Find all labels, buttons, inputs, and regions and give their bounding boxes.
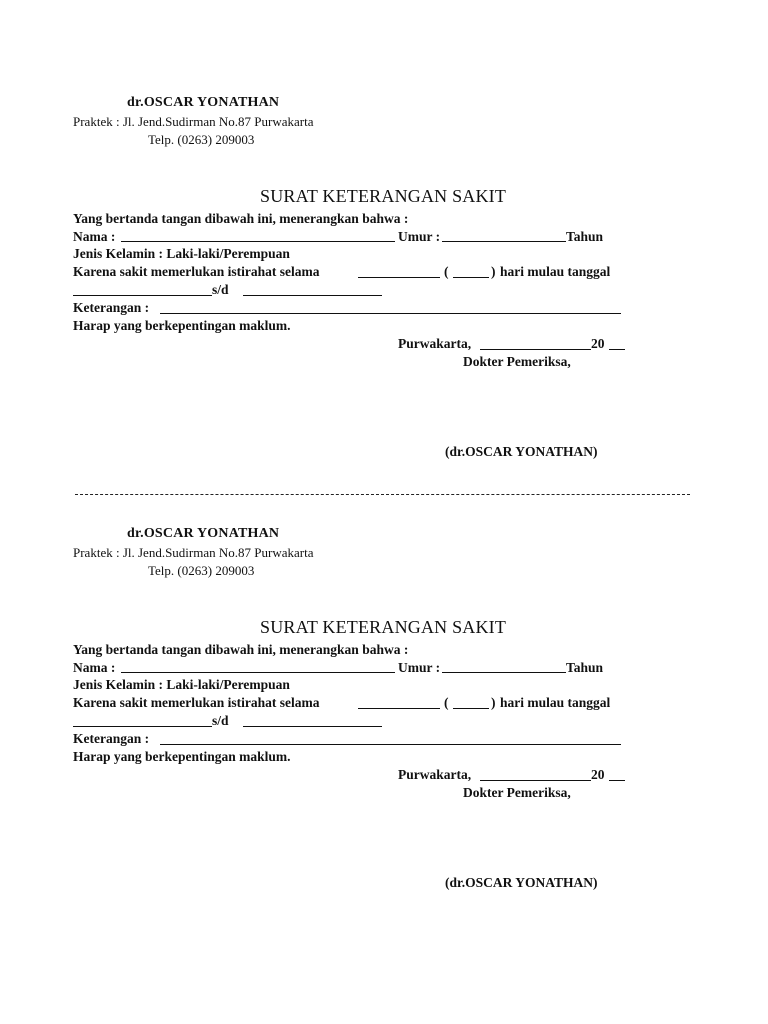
- nama-label: Nama :: [73, 660, 116, 675]
- keterangan-label: Keterangan :: [73, 731, 150, 746]
- days-count-line[interactable]: [453, 277, 489, 278]
- document-title: SURAT KETERANGAN SAKIT: [260, 617, 507, 637]
- doctor-name: dr.OSCAR YONATHAN: [127, 95, 280, 110]
- umur-field-line[interactable]: [442, 672, 566, 673]
- days-count-line[interactable]: [453, 708, 489, 709]
- tahun-label: Tahun: [566, 229, 604, 244]
- umur-label: Umur :: [398, 229, 441, 244]
- start-date-line[interactable]: [73, 295, 212, 296]
- doctor-name: dr.OSCAR YONATHAN: [127, 526, 280, 541]
- umur-label: Umur :: [398, 660, 441, 675]
- gender-line: Jenis Kelamin : Laki-laki/Perempuan: [73, 677, 290, 692]
- rest-duration-line[interactable]: [358, 277, 440, 278]
- nama-label: Nama :: [73, 229, 116, 244]
- cut-line-separator: [75, 494, 690, 495]
- start-date-line[interactable]: [73, 726, 212, 727]
- gender-line: Jenis Kelamin : Laki-laki/Perempuan: [73, 246, 290, 261]
- keterangan-field-line[interactable]: [160, 313, 621, 314]
- phone-number: Telp. (0263) 209003: [148, 563, 255, 578]
- intro-text: Yang bertanda tangan dibawah ini, menerangkan bahwa :: [73, 211, 409, 226]
- year-suffix-line[interactable]: [609, 780, 625, 781]
- paren-open: (: [444, 695, 449, 710]
- signature-name: (dr.OSCAR YONATHAN): [445, 875, 598, 890]
- city-label: Purwakarta,: [398, 767, 472, 782]
- end-date-line[interactable]: [243, 726, 382, 727]
- document-title: SURAT KETERANGAN SAKIT: [260, 186, 507, 206]
- date-field-line[interactable]: [480, 349, 591, 350]
- keterangan-label: Keterangan :: [73, 300, 150, 315]
- rest-label: Karena sakit memerlukan istirahat selama: [73, 264, 320, 279]
- practice-address: Praktek : Jl. Jend.Sudirman No.87 Purwakarta: [73, 545, 314, 560]
- sd-label: s/d: [212, 713, 229, 728]
- paren-close: ): [491, 695, 496, 710]
- date-field-line[interactable]: [480, 780, 591, 781]
- city-label: Purwakarta,: [398, 336, 472, 351]
- paren-close: ): [491, 264, 496, 279]
- phone-number: Telp. (0263) 209003: [148, 132, 255, 147]
- signature-name: (dr.OSCAR YONATHAN): [445, 444, 598, 459]
- practice-address: Praktek : Jl. Jend.Sudirman No.87 Purwakarta: [73, 114, 314, 129]
- closing-text: Harap yang berkepentingan maklum.: [73, 749, 291, 764]
- paren-open: (: [444, 264, 449, 279]
- days-label: hari mulau tanggal: [500, 264, 611, 279]
- year-suffix-line[interactable]: [609, 349, 625, 350]
- intro-text: Yang bertanda tangan dibawah ini, menerangkan bahwa :: [73, 642, 409, 657]
- tahun-label: Tahun: [566, 660, 604, 675]
- year-prefix: 20: [591, 336, 605, 351]
- nama-field-line[interactable]: [121, 241, 395, 242]
- year-prefix: 20: [591, 767, 605, 782]
- rest-duration-line[interactable]: [358, 708, 440, 709]
- end-date-line[interactable]: [243, 295, 382, 296]
- keterangan-field-line[interactable]: [160, 744, 621, 745]
- sd-label: s/d: [212, 282, 229, 297]
- examiner-label: Dokter Pemeriksa,: [463, 785, 571, 800]
- closing-text: Harap yang berkepentingan maklum.: [73, 318, 291, 333]
- umur-field-line[interactable]: [442, 241, 566, 242]
- rest-label: Karena sakit memerlukan istirahat selama: [73, 695, 320, 710]
- nama-field-line[interactable]: [121, 672, 395, 673]
- days-label: hari mulau tanggal: [500, 695, 611, 710]
- examiner-label: Dokter Pemeriksa,: [463, 354, 571, 369]
